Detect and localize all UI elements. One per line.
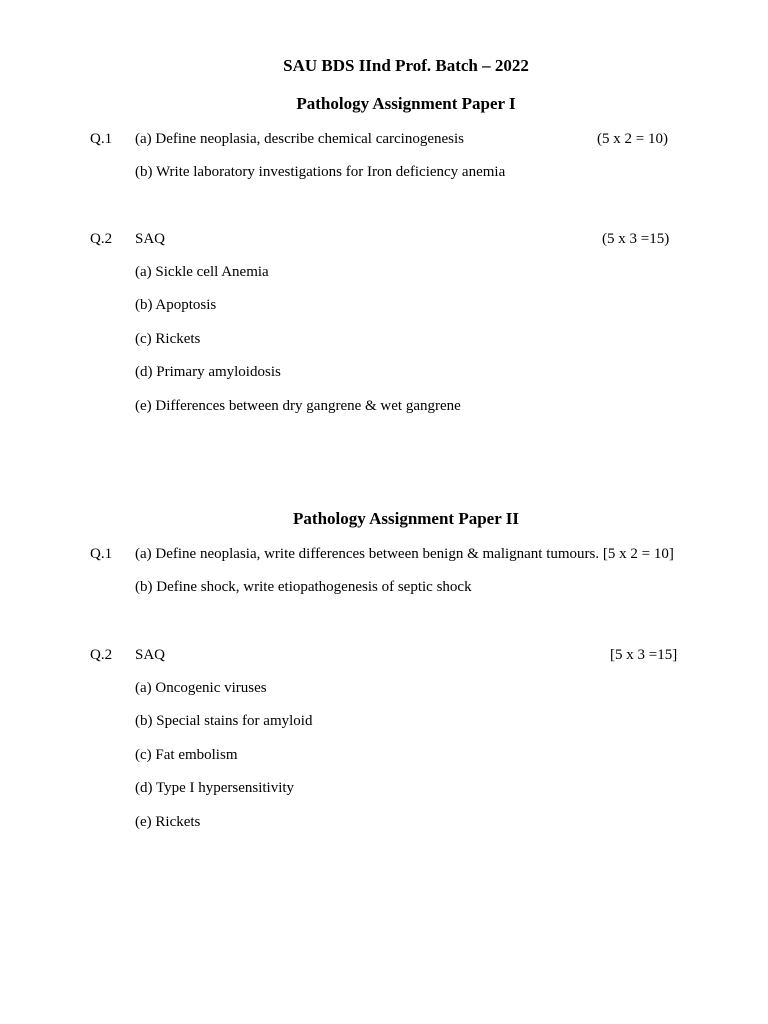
paper2-q2-heading: SAQ bbox=[135, 647, 166, 663]
paper2-q2-item-a: (a) Oncogenic viruses bbox=[135, 680, 267, 696]
paper1-q1-part-a: (a) Define neoplasia, describe chemical carcinogenesis bbox=[135, 131, 465, 147]
paper2-q1-part-b: (b) Define shock, write etiopathogenesis of septic shock bbox=[135, 579, 472, 595]
paper1-q2-item-b: (b) Apoptosis bbox=[135, 297, 217, 313]
paper2-q1-number: Q.1 bbox=[90, 546, 113, 562]
paper1-q2-marks: (5 x 3 =15) bbox=[602, 231, 670, 247]
paper1-q1-marks: (5 x 2 = 10) bbox=[597, 131, 668, 147]
paper1-q2-item-e: (e) Differences between dry gangrene & wet gangrene bbox=[135, 398, 461, 414]
document-title: SAU BDS IInd Prof. Batch – 2022 bbox=[283, 56, 529, 75]
paper2-q2-item-e: (e) Rickets bbox=[135, 814, 201, 830]
paper2-q2-marks: [5 x 3 =15] bbox=[610, 647, 678, 663]
paper1-title: Pathology Assignment Paper I bbox=[296, 94, 516, 113]
paper2-q2-item-d: (d) Type I hypersensitivity bbox=[135, 780, 295, 796]
paper1-q2-heading: SAQ bbox=[135, 231, 166, 247]
paper2-q2-number: Q.2 bbox=[90, 647, 113, 663]
paper2-q2-item-c: (c) Fat embolism bbox=[135, 747, 238, 763]
paper1-q2-item-c: (c) Rickets bbox=[135, 331, 201, 347]
paper2-q2-item-b: (b) Special stains for amyloid bbox=[135, 713, 313, 729]
paper2-title: Pathology Assignment Paper II bbox=[293, 509, 519, 528]
paper1-q1-part-b: (b) Write laboratory investigations for Iron deficiency anemia bbox=[135, 164, 506, 180]
paper1-q2-item-d: (d) Primary amyloidosis bbox=[135, 364, 281, 380]
paper2-q1-part-a: (a) Define neoplasia, write differences between benign & malignant tumours. [5 x 2 = 10] bbox=[135, 546, 674, 562]
paper1-q1-number: Q.1 bbox=[90, 131, 113, 147]
paper1-q2-item-a: (a) Sickle cell Anemia bbox=[135, 264, 269, 280]
paper1-q2-number: Q.2 bbox=[90, 231, 113, 247]
